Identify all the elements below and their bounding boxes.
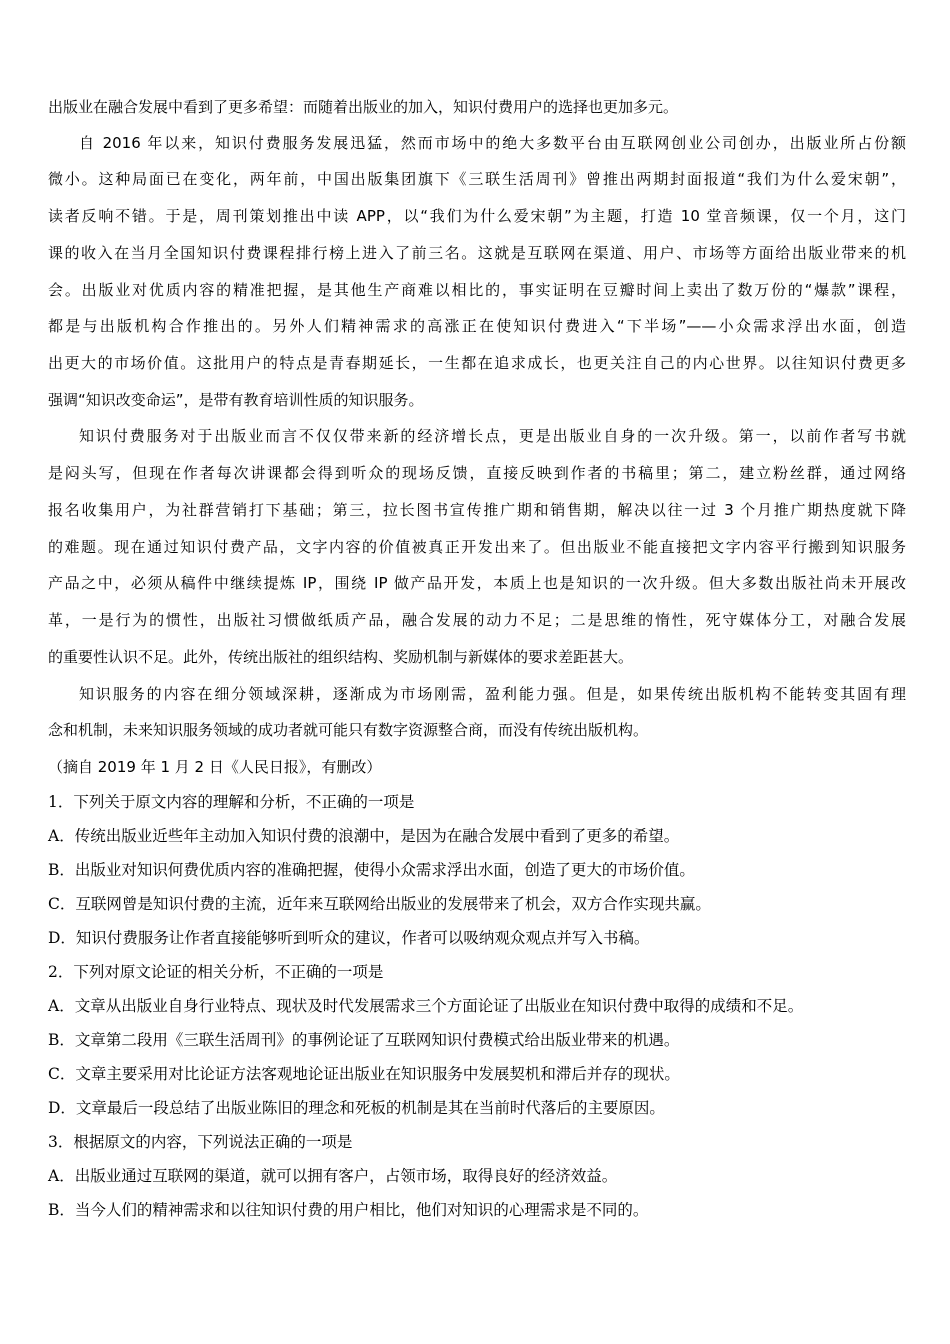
passage-line: 革，一是行为的惯性，出版社习惯做纸质产品，融合发展的动力不足；二是思维的惰性，死守媒体分工，对融合发展 <box>48 611 906 629</box>
passage-line: 念和机制，未来知识服务领域的成功者就可能只有数字资源整合商，而没有传统出版机构。 <box>48 721 649 739</box>
question-option: D．文章最后一段总结了出版业陈旧的理念和死板的机制是其在当前时代落后的主要原因。 <box>48 1099 665 1117</box>
question-option: A．出版业通过互联网的渠道，就可以拥有客户，占领市场，取得良好的经济效益。 <box>48 1167 618 1185</box>
question-option: A．文章从出版业自身行业特点、现状及时代发展需求三个方面论证了出版业在知识付费中取得的成绩和不足。 <box>48 997 804 1015</box>
passage-line: 知识服务的内容在细分领域深耕，逐渐成为市场刚需，盈利能力强。但是，如果传统出版机构不能转变其固有理 <box>79 685 906 703</box>
passage-line: 报名收集用户，为社群营销打下基础；第三，拉长图书宣传推广期和销售期，解决以往一过 3 个月推广期热度就下降 <box>48 501 906 519</box>
question-option: B．出版业对知识何费优质内容的准确把握，使得小众需求浮出水面，创造了更大的市场价值。 <box>48 861 695 879</box>
passage-line: 的难题。现在通过知识付费产品，文字内容的价值被真正开发出来了。但出版业不能直接把文字内容平行搬到知识服务 <box>48 538 906 556</box>
passage-line: 自 2016 年以来，知识付费服务发展迅猛，然而市场中的绝大多数平台由互联网创业公司创办，出版业所占份额 <box>79 134 906 152</box>
question-option: C．互联网曾是知识付费的主流，近年来互联网给出版业的发展带来了机会，双方合作实现共赢。 <box>48 895 711 913</box>
passage-line: 强调“知识改变命运”，是带有教育培训性质的知识服务。 <box>48 391 424 409</box>
passage-line: 出版业在融合发展中看到了更多希望：而随着出版业的加入，知识付费用户的选择也更加多元。 <box>48 98 679 116</box>
passage-line: 会。出版业对优质内容的精准把握，是其他生产商难以相比的，事实证明在豆瓣时间上卖出了数万份的“爆款”课程， <box>48 281 906 299</box>
passage-line: 微小。这种局面已在变化，两年前，中国出版集团旗下《三联生活周刊》曾推出两期封面报道“我们为什么爱宋朝”， <box>48 170 906 188</box>
question-option: C．文章主要采用对比论证方法客观地论证出版业在知识服务中发展契机和滞后并存的现状。 <box>48 1065 680 1083</box>
question-option: A．传统出版业近些年主动加入知识付费的浪潮中，是因为在融合发展中看到了更多的希望。 <box>48 827 680 845</box>
passage-source: （摘自 2019 年 1 月 2 日《人民日报》，有删改） <box>48 758 382 776</box>
passage-line: 读者反响不错。于是，周刊策划推出中读 APP，以“我们为什么爱宋朝”为主题，打造 10 堂音频课，仅一个月，这门 <box>48 207 906 225</box>
question-option: D．知识付费服务让作者直接能够听到听众的建议，作者可以吸纳观众观点并写入书稿。 <box>48 929 650 947</box>
question-stem: 2．下列对原文论证的相关分析，不正确的一项是 <box>48 963 384 981</box>
question-stem: 3．根据原文的内容，下列说法正确的一项是 <box>48 1133 353 1151</box>
question-option: B．当今人们的精神需求和以往知识付费的用户相比，他们对知识的心理需求是不同的。 <box>48 1201 649 1219</box>
passage-line: 产品之中，必须从稿件中继续提炼 IP，围绕 IP 做产品开发，本质上也是知识的一次升级。但大多数出版社尚未开展改 <box>48 574 906 592</box>
passage-line: 课的收入在当月全国知识付费课程排行榜上进入了前三名。这就是互联网在渠道、用户、市场等方面给出版业带来的机 <box>48 244 906 262</box>
passage-line: 的重要性认识不足。此外，传统出版社的组织结构、奖励机制与新媒体的要求差距甚大。 <box>48 648 634 666</box>
passage-line: 是闷头写，但现在作者每次讲课都会得到听众的现场反馈，直接反映到作者的书稿里；第二，建立粉丝群，通过网络 <box>48 464 906 482</box>
passage-line: 知识付费服务对于出版业而言不仅仅带来新的经济增长点，更是出版业自身的一次升级。第一，以前作者写书就 <box>79 427 906 445</box>
passage-line: 都是与出版机构合作推出的。另外人们精神需求的高涨正在使知识付费进入“下半场”——小众需求浮出水面，创造 <box>48 317 906 335</box>
question-option: B．文章第二段用《三联生活周刊》的事例论证了互联网知识付费模式给出版业带来的机遇。 <box>48 1031 680 1049</box>
question-stem: 1．下列关于原文内容的理解和分析，不正确的一项是 <box>48 793 415 811</box>
passage-line: 出更大的市场价值。这批用户的特点是青春期延长，一生都在追求成长，也更关注自己的内心世界。以往知识付费更多 <box>48 354 906 372</box>
